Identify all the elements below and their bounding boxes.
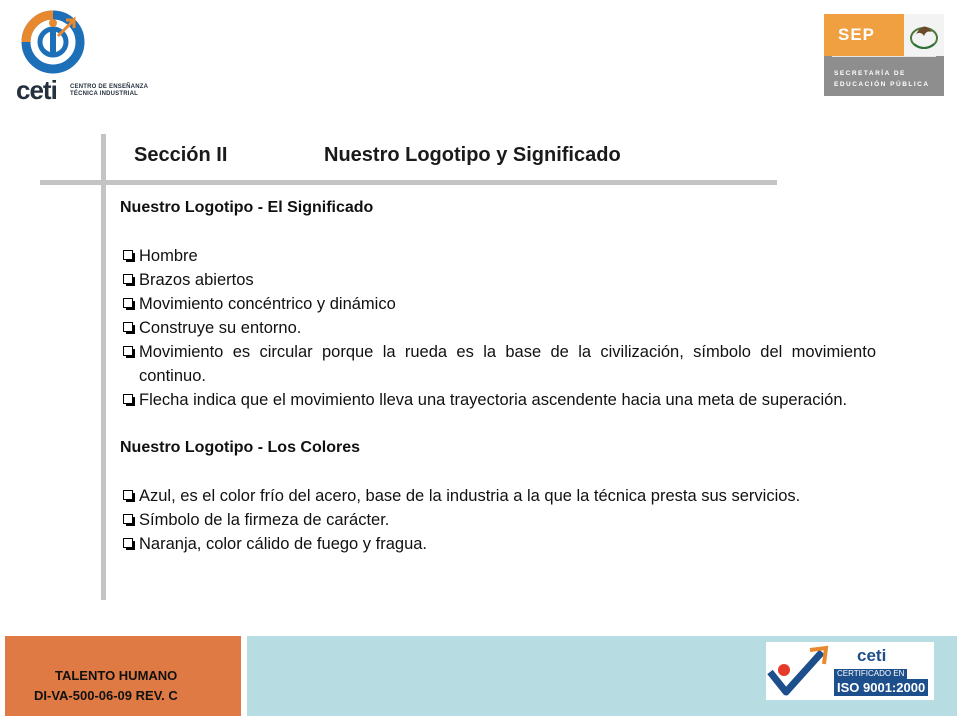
list-item-text: Hombre — [139, 247, 198, 265]
spacer — [120, 460, 876, 484]
list-item — [120, 532, 876, 556]
list-item — [120, 268, 876, 292]
spacer — [120, 220, 876, 244]
sep-divider — [832, 56, 936, 57]
list-item-text: Brazos abiertos — [139, 271, 254, 289]
sep-subtitle-line1: SECRETARÍA DE — [834, 70, 906, 77]
badge-wordmark: ceti — [857, 646, 887, 665]
checkbox-bullet-icon — [123, 274, 135, 286]
checkbox-bullet-icon — [123, 346, 135, 358]
spacer — [120, 412, 876, 436]
badge-iso-label: ISO 9001:2000 — [834, 679, 928, 696]
list-item-text: Movimiento concéntrico y dinámico — [139, 295, 396, 313]
list-item-text: Movimiento es circular porque la rueda es la base de la civilización, símbolo del movimiento continuo. — [139, 343, 876, 385]
list-item — [120, 388, 876, 412]
checkbox-bullet-icon — [123, 250, 135, 262]
list-item — [120, 292, 876, 316]
list-item-text: Símbolo de la firmeza de carácter. — [139, 511, 390, 529]
section-label: Sección II — [134, 144, 228, 166]
slide-content — [120, 196, 876, 556]
list-item — [120, 244, 876, 268]
checkbox-bullet-icon — [123, 538, 135, 550]
checkbox-bullet-icon — [123, 298, 135, 310]
checkmark-arrow-icon — [766, 642, 832, 700]
sep-wordmark: SEP — [838, 25, 876, 44]
sep-subtitle-line2: EDUCACIÓN PÚBLICA — [834, 81, 930, 88]
ceti-logo — [8, 8, 149, 105]
sep-orange-block — [824, 14, 904, 56]
footer-department: TALENTO HUMANO — [55, 668, 178, 683]
list-item-text: Naranja, color cálido de fuego y fragua. — [139, 535, 428, 553]
sep-logo-top — [824, 14, 944, 56]
iso-certification-badge — [766, 642, 934, 700]
ceti-subtitle — [70, 84, 148, 98]
list-item-text: Azul, es el color frío del acero, base de la industria a la que la técnica presta sus servicios. — [139, 487, 801, 505]
list-item-text: Flecha indica que el movimiento lleva una trayectoria ascendente hacia una meta de superación. — [139, 391, 848, 409]
list-item — [120, 316, 876, 340]
list-item — [120, 484, 876, 508]
section-title: Nuestro Logotipo y Significado — [324, 144, 621, 166]
sep-logo — [824, 14, 944, 96]
ceti-wordmark: ceti — [16, 75, 57, 105]
checkbox-bullet-icon — [123, 514, 135, 526]
checkbox-bullet-icon — [123, 490, 135, 502]
ceti-subtitle-line2: TÉCNICA INDUSTRIAL — [70, 91, 139, 97]
horizontal-rule — [40, 180, 777, 185]
colors-heading: Nuestro Logotipo - Los Colores — [120, 439, 360, 456]
ceti-subtitle-line1: CENTRO DE ENSEÑANZA — [70, 84, 149, 90]
list-item — [120, 508, 876, 532]
vertical-rule — [101, 134, 106, 600]
badge-certified-label: CERTIFICADO EN — [834, 669, 907, 679]
footer-document-code: DI-VA-500-06-09 REV. C — [34, 688, 178, 703]
list-item-text: Construye su entorno. — [139, 319, 302, 337]
eagle-crest-icon — [904, 14, 944, 56]
meaning-heading: Nuestro Logotipo - El Significado — [120, 199, 374, 216]
checkbox-bullet-icon — [123, 394, 135, 406]
checkbox-bullet-icon — [123, 322, 135, 334]
sep-subtitle — [834, 68, 930, 90]
list-item — [120, 340, 876, 388]
ceti-emblem-icon — [8, 8, 88, 78]
